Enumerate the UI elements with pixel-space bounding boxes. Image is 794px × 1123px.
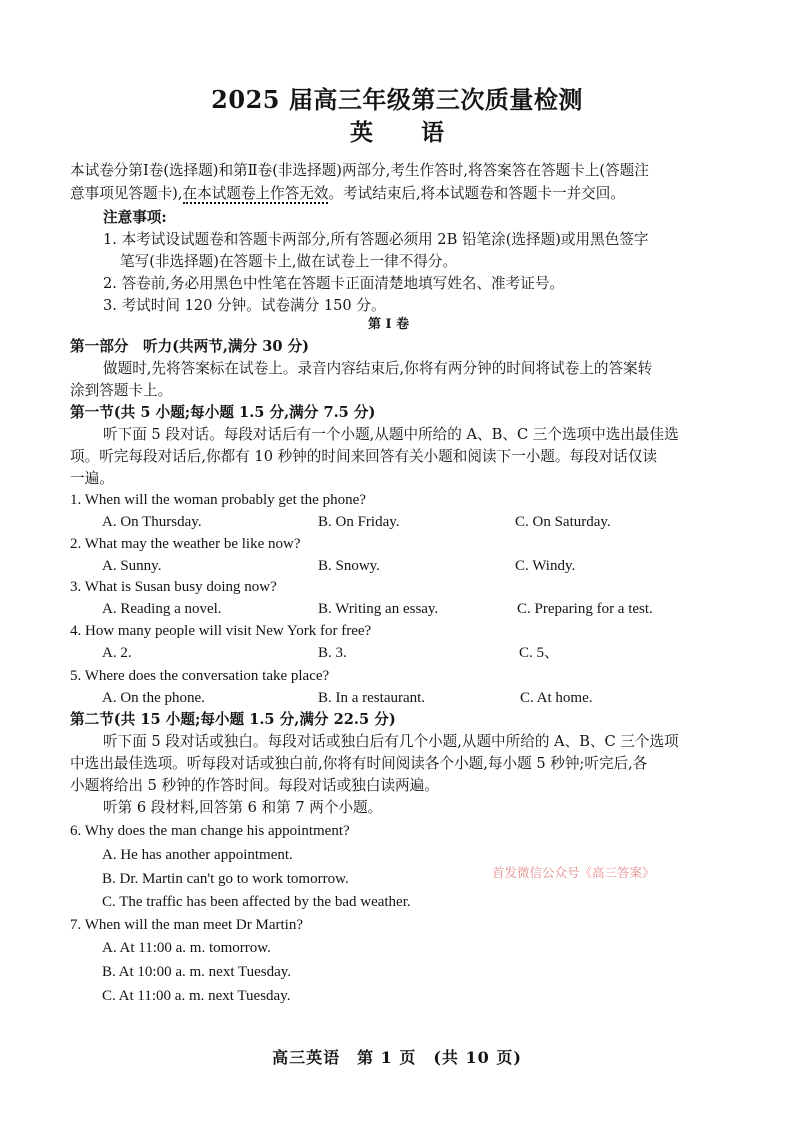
q3-option-a: A. Reading a novel. bbox=[102, 601, 222, 617]
q2-option-a: A. Sunny. bbox=[102, 558, 162, 574]
section1-heading: 第一节(共 5 小题;每小题 1.5 分,满分 7.5 分) bbox=[70, 404, 376, 421]
notes-item-1a: 1. 本考试设试题卷和答题卡两部分,所有答题必须用 2B 铅笔涂(选择题)或用黑色签字 bbox=[103, 231, 649, 248]
q6-option-b: B. Dr. Martin can't go to work tomorrow. bbox=[102, 871, 349, 887]
section2-instr-2: 中选出最佳选项。听每段对话或独白前,你将有时间阅读各个小题,每小题 5 秒钟;听完后,各 bbox=[70, 755, 648, 772]
question-4: 4. How many people will visit New York for free? bbox=[70, 623, 372, 639]
q2-option-c: C. Windy. bbox=[515, 558, 576, 574]
q6-option-a: A. He has another appointment. bbox=[102, 847, 293, 863]
q4-option-b: B. 3. bbox=[318, 645, 347, 661]
question-7: 7. When will the man meet Dr Martin? bbox=[70, 917, 303, 933]
q5-option-a: A. On the phone. bbox=[102, 690, 205, 706]
question-2: 2. What may the weather be like now? bbox=[70, 536, 301, 552]
notes-item-1b: 笔写(非选择题)在答题卡上,做在试卷上一律不得分。 bbox=[120, 253, 458, 270]
part1-instr-2: 涂到答题卡上。 bbox=[70, 382, 173, 399]
intro-line-2c: 。考试结束后,将本试题卷和答题卡一并交回。 bbox=[328, 185, 625, 202]
section2-instr-4: 听第 6 段材料,回答第 6 和第 7 两个小题。 bbox=[103, 799, 383, 816]
subject-title: 英 语 bbox=[349, 119, 464, 146]
section1-instr-2: 项。听完每段对话后,你都有 10 秒钟的时间来回答有关小题和阅读下一小题。每段对话仅读 bbox=[70, 448, 658, 465]
section2-instr-3: 小题将给出 5 秒钟的作答时间。每段对话或独白读两遍。 bbox=[70, 777, 439, 794]
page-footer: 高三英语 第 1 页 (共 10 页) bbox=[272, 1048, 522, 1067]
q7-option-a: A. At 11:00 a. m. tomorrow. bbox=[102, 940, 271, 956]
q7-option-c: C. At 11:00 a. m. next Tuesday. bbox=[102, 988, 291, 1004]
section2-heading: 第二节(共 15 小题;每小题 1.5 分,满分 22.5 分) bbox=[70, 711, 396, 728]
notes-item-2: 2. 答卷前,务必用黑色中性笔在答题卡正面清楚地填写姓名、准考证号。 bbox=[103, 275, 565, 292]
q1-option-c: C. On Saturday. bbox=[515, 514, 611, 530]
q7-option-b: B. At 10:00 a. m. next Tuesday. bbox=[102, 964, 292, 980]
q5-option-c: C. At home. bbox=[520, 690, 593, 706]
question-5: 5. Where does the conversation take place? bbox=[70, 668, 330, 684]
volume-label: 第 Ⅰ 卷 bbox=[368, 317, 410, 332]
section1-instr-3: 一遍。 bbox=[70, 470, 114, 487]
q4-option-c: C. 5、 bbox=[519, 645, 560, 661]
section1-instr-1: 听下面 5 段对话。每段对话后有一个小题,从题中所给的 A、B、C 三个选项中选出最佳选 bbox=[103, 426, 679, 443]
part1-heading: 第一部分 听力(共两节,满分 30 分) bbox=[70, 338, 310, 355]
question-3: 3. What is Susan busy doing now? bbox=[70, 579, 277, 595]
q6-option-c: C. The traffic has been affected by the bad weather. bbox=[102, 894, 411, 910]
q4-option-a: A. 2. bbox=[102, 645, 132, 661]
question-6: 6. Why does the man change his appointment? bbox=[70, 823, 350, 839]
q3-option-b: B. Writing an essay. bbox=[318, 601, 439, 617]
q1-option-b: B. On Friday. bbox=[318, 514, 400, 530]
notes-item-3: 3. 考试时间 120 分钟。试卷满分 150 分。 bbox=[103, 297, 386, 314]
notes-heading: 注意事项: bbox=[103, 209, 167, 226]
intro-emphasis: 在本试题卷上作答无效 bbox=[182, 185, 329, 202]
exam-title: 2025 届高三年级第三次质量检测 bbox=[211, 85, 583, 114]
intro-line-2 bbox=[70, 184, 625, 204]
q3-option-c: C. Preparing for a test. bbox=[517, 601, 653, 617]
q1-option-a: A. On Thursday. bbox=[102, 514, 202, 530]
section2-instr-1: 听下面 5 段对话或独白。每段对话或独白后有几个小题,从题中所给的 A、B、C 三个选项 bbox=[103, 733, 679, 750]
intro-line-2a: 意事项见答题卡), bbox=[70, 185, 183, 202]
q5-option-b: B. In a restaurant. bbox=[318, 690, 426, 706]
q2-option-b: B. Snowy. bbox=[318, 558, 380, 574]
intro-line-1: 本试卷分第Ⅰ卷(选择题)和第Ⅱ卷(非选择题)两部分,考生作答时,将答案答在答题卡上(答题注 bbox=[70, 162, 649, 179]
watermark-text: 首发微信公众号《高三答案》 bbox=[492, 865, 655, 880]
part1-instr-1: 做题时,先将答案标在试卷上。录音内容结束后,你将有两分钟的时间将试卷上的答案转 bbox=[103, 360, 653, 377]
question-1: 1. When will the woman probably get the phone? bbox=[70, 492, 366, 508]
